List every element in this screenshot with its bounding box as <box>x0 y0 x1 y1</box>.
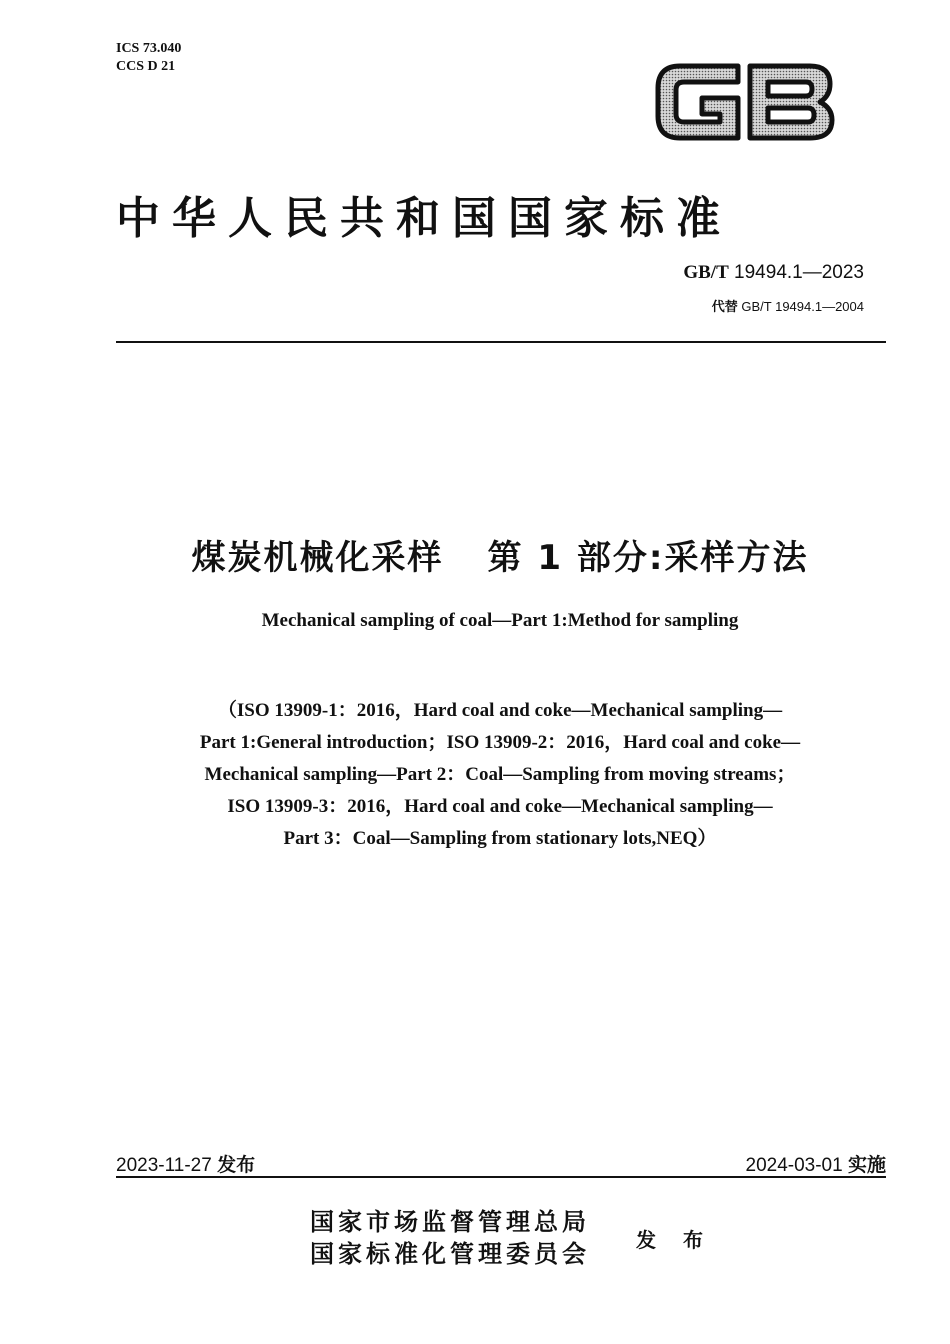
issue-label: 发布 <box>217 1154 256 1176</box>
replaces-standard <box>712 296 864 315</box>
implementation-date-value: 2024-03-01 <box>745 1155 843 1176</box>
footer-divider <box>116 1176 886 1178</box>
issue-date <box>116 1150 255 1177</box>
implementation-date <box>746 1150 887 1177</box>
replaces-label: 代替 <box>711 299 738 314</box>
equivalence-line: （ISO 13909-1：2016，Hard coal and coke—Mechanical sampling— <box>217 700 783 721</box>
implementation-label: 实施 <box>847 1154 886 1176</box>
equivalence-line: Mechanical sampling—Part 2：Coal—Sampling from moving streams； <box>204 764 796 785</box>
header-divider <box>116 341 886 343</box>
title-main: 煤炭机械化采样 <box>191 538 444 578</box>
replaces-code: GB/T 19494.1—2004 <box>741 299 864 314</box>
standard-prefix: GB/T <box>683 262 729 283</box>
title-english: Mechanical sampling of coal—Part 1:Method for sampling <box>261 610 739 631</box>
issue-date-value: 2023-11-27 <box>116 1155 212 1176</box>
equivalence-line: ISO 13909-3：2016，Hard coal and coke—Mechanical sampling— <box>227 796 773 817</box>
standard-code: 19494.1—2023 <box>734 262 864 283</box>
classification-codes <box>116 40 181 76</box>
title-chinese <box>0 530 950 579</box>
equivalence-line: Part 1:General introduction；ISO 13909-2：2016，Hard coal and coke— <box>199 732 801 753</box>
title-part: 第 1 部分:采样方法 <box>487 538 809 578</box>
standard-number <box>683 262 864 284</box>
gb-logo <box>650 52 838 152</box>
publisher-block <box>310 1206 590 1270</box>
publish-verb: 发 布 <box>636 1228 713 1252</box>
publisher-line: 国家市场监督管理总局 <box>310 1207 590 1236</box>
iso-equivalence <box>0 695 950 855</box>
equivalence-line: Part 3：Coal—Sampling from stationary lots,NEQ） <box>283 828 717 849</box>
ccs-code: CCS D 21 <box>116 59 176 74</box>
ics-code: ICS 73.040 <box>116 41 182 56</box>
publisher-line: 国家标准化管理委员会 <box>310 1239 590 1268</box>
national-standard-title: 中华人民共和国国家标准 <box>116 193 732 244</box>
